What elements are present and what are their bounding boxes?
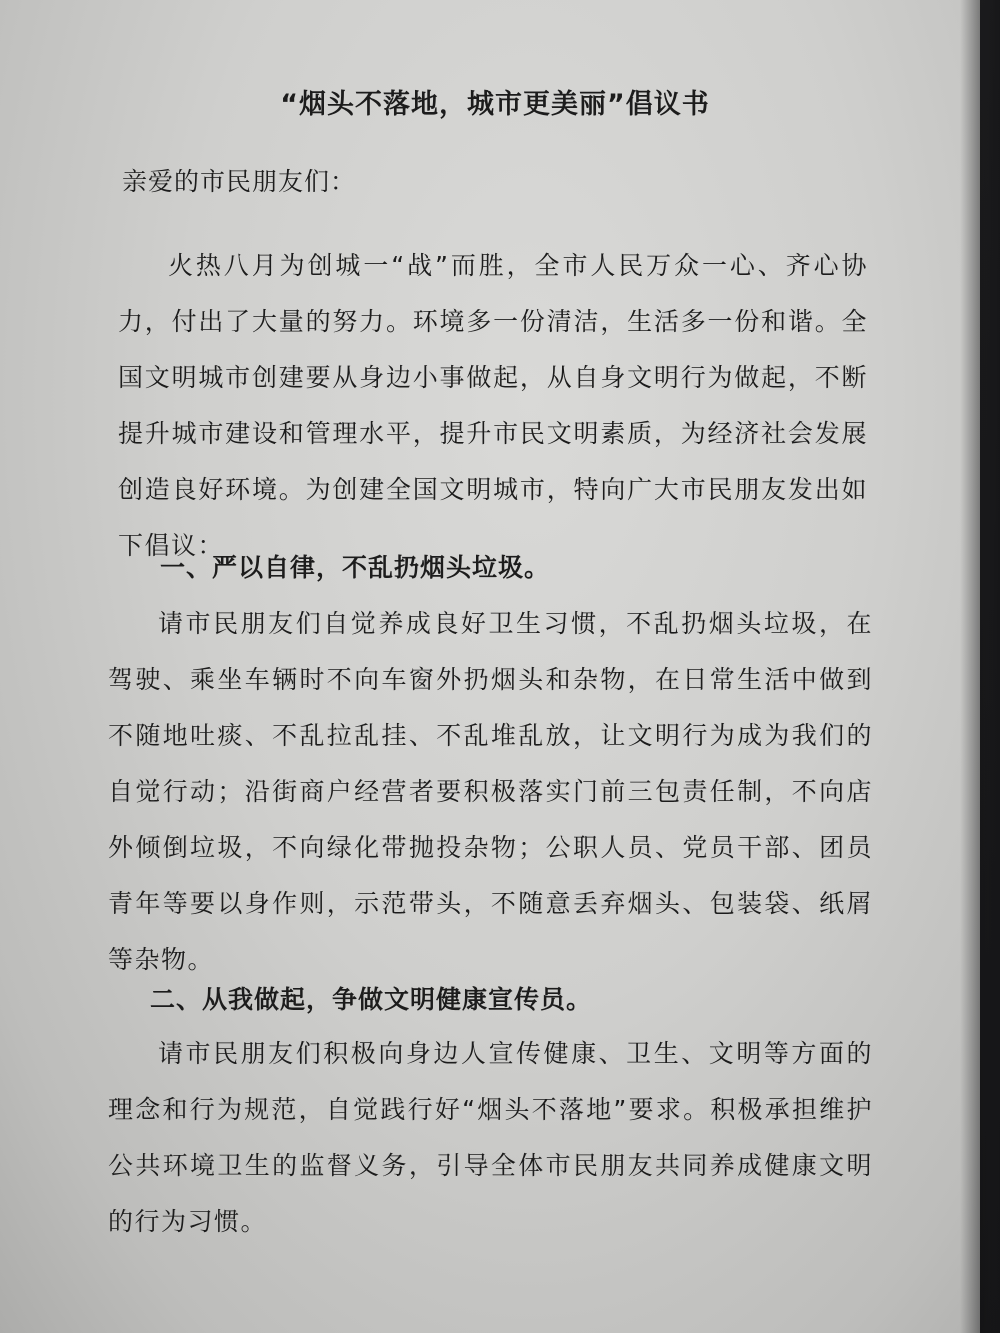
- section-1-heading: 一、严以自律，不乱扔烟头垃圾。: [160, 553, 551, 582]
- section-2-body: 请市民朋友们积极向身边人宣传健康、卫生、文明等方面的理念和行为规范，自觉践行好“烟头不落地”要求。积极承担维护公共环境卫生的监督义务，引导全体市民朋友共同养成健康文明的行为习惯。: [108, 1039, 873, 1236]
- salutation: 亲爱的市民朋友们：: [122, 167, 357, 196]
- document-title: “烟头不落地，城市更美丽”倡议书: [280, 89, 710, 120]
- section-1-body: 请市民朋友们自觉养成良好卫生习惯，不乱扔烟头垃圾，在驾驶、乘坐车辆时不向车窗外扔烟头和杂物，在日常生活中做到不随地吐痰、不乱拉乱挂、不乱堆乱放，让文明行为成为我们的自觉行动；沿街商户经营者要积极落实门前三包责任制，不向店外倾倒垃圾，不向绿化带抛投杂物；公职人员、党员干部、团员青年等要以身作则，示范带头，不随意丢弃烟头、包装袋、纸屑等杂物。: [108, 609, 873, 974]
- section-2-heading: 二、从我做起，争做文明健康宣传员。: [150, 985, 593, 1014]
- intro-paragraph: 火热八月为创城一“战”而胜，全市人民万众一心、齐心协力，付出了大量的努力。环境多一份清洁，生活多一份和谐。全国文明城市创建要从身边小事做起，从自身文明行为做起，不断提升城市建设和管理水平，提升市民文明素质，为经济社会发展创造良好环境。为创建全国文明城市，特向广大市民朋友发出如下倡议：: [118, 251, 868, 560]
